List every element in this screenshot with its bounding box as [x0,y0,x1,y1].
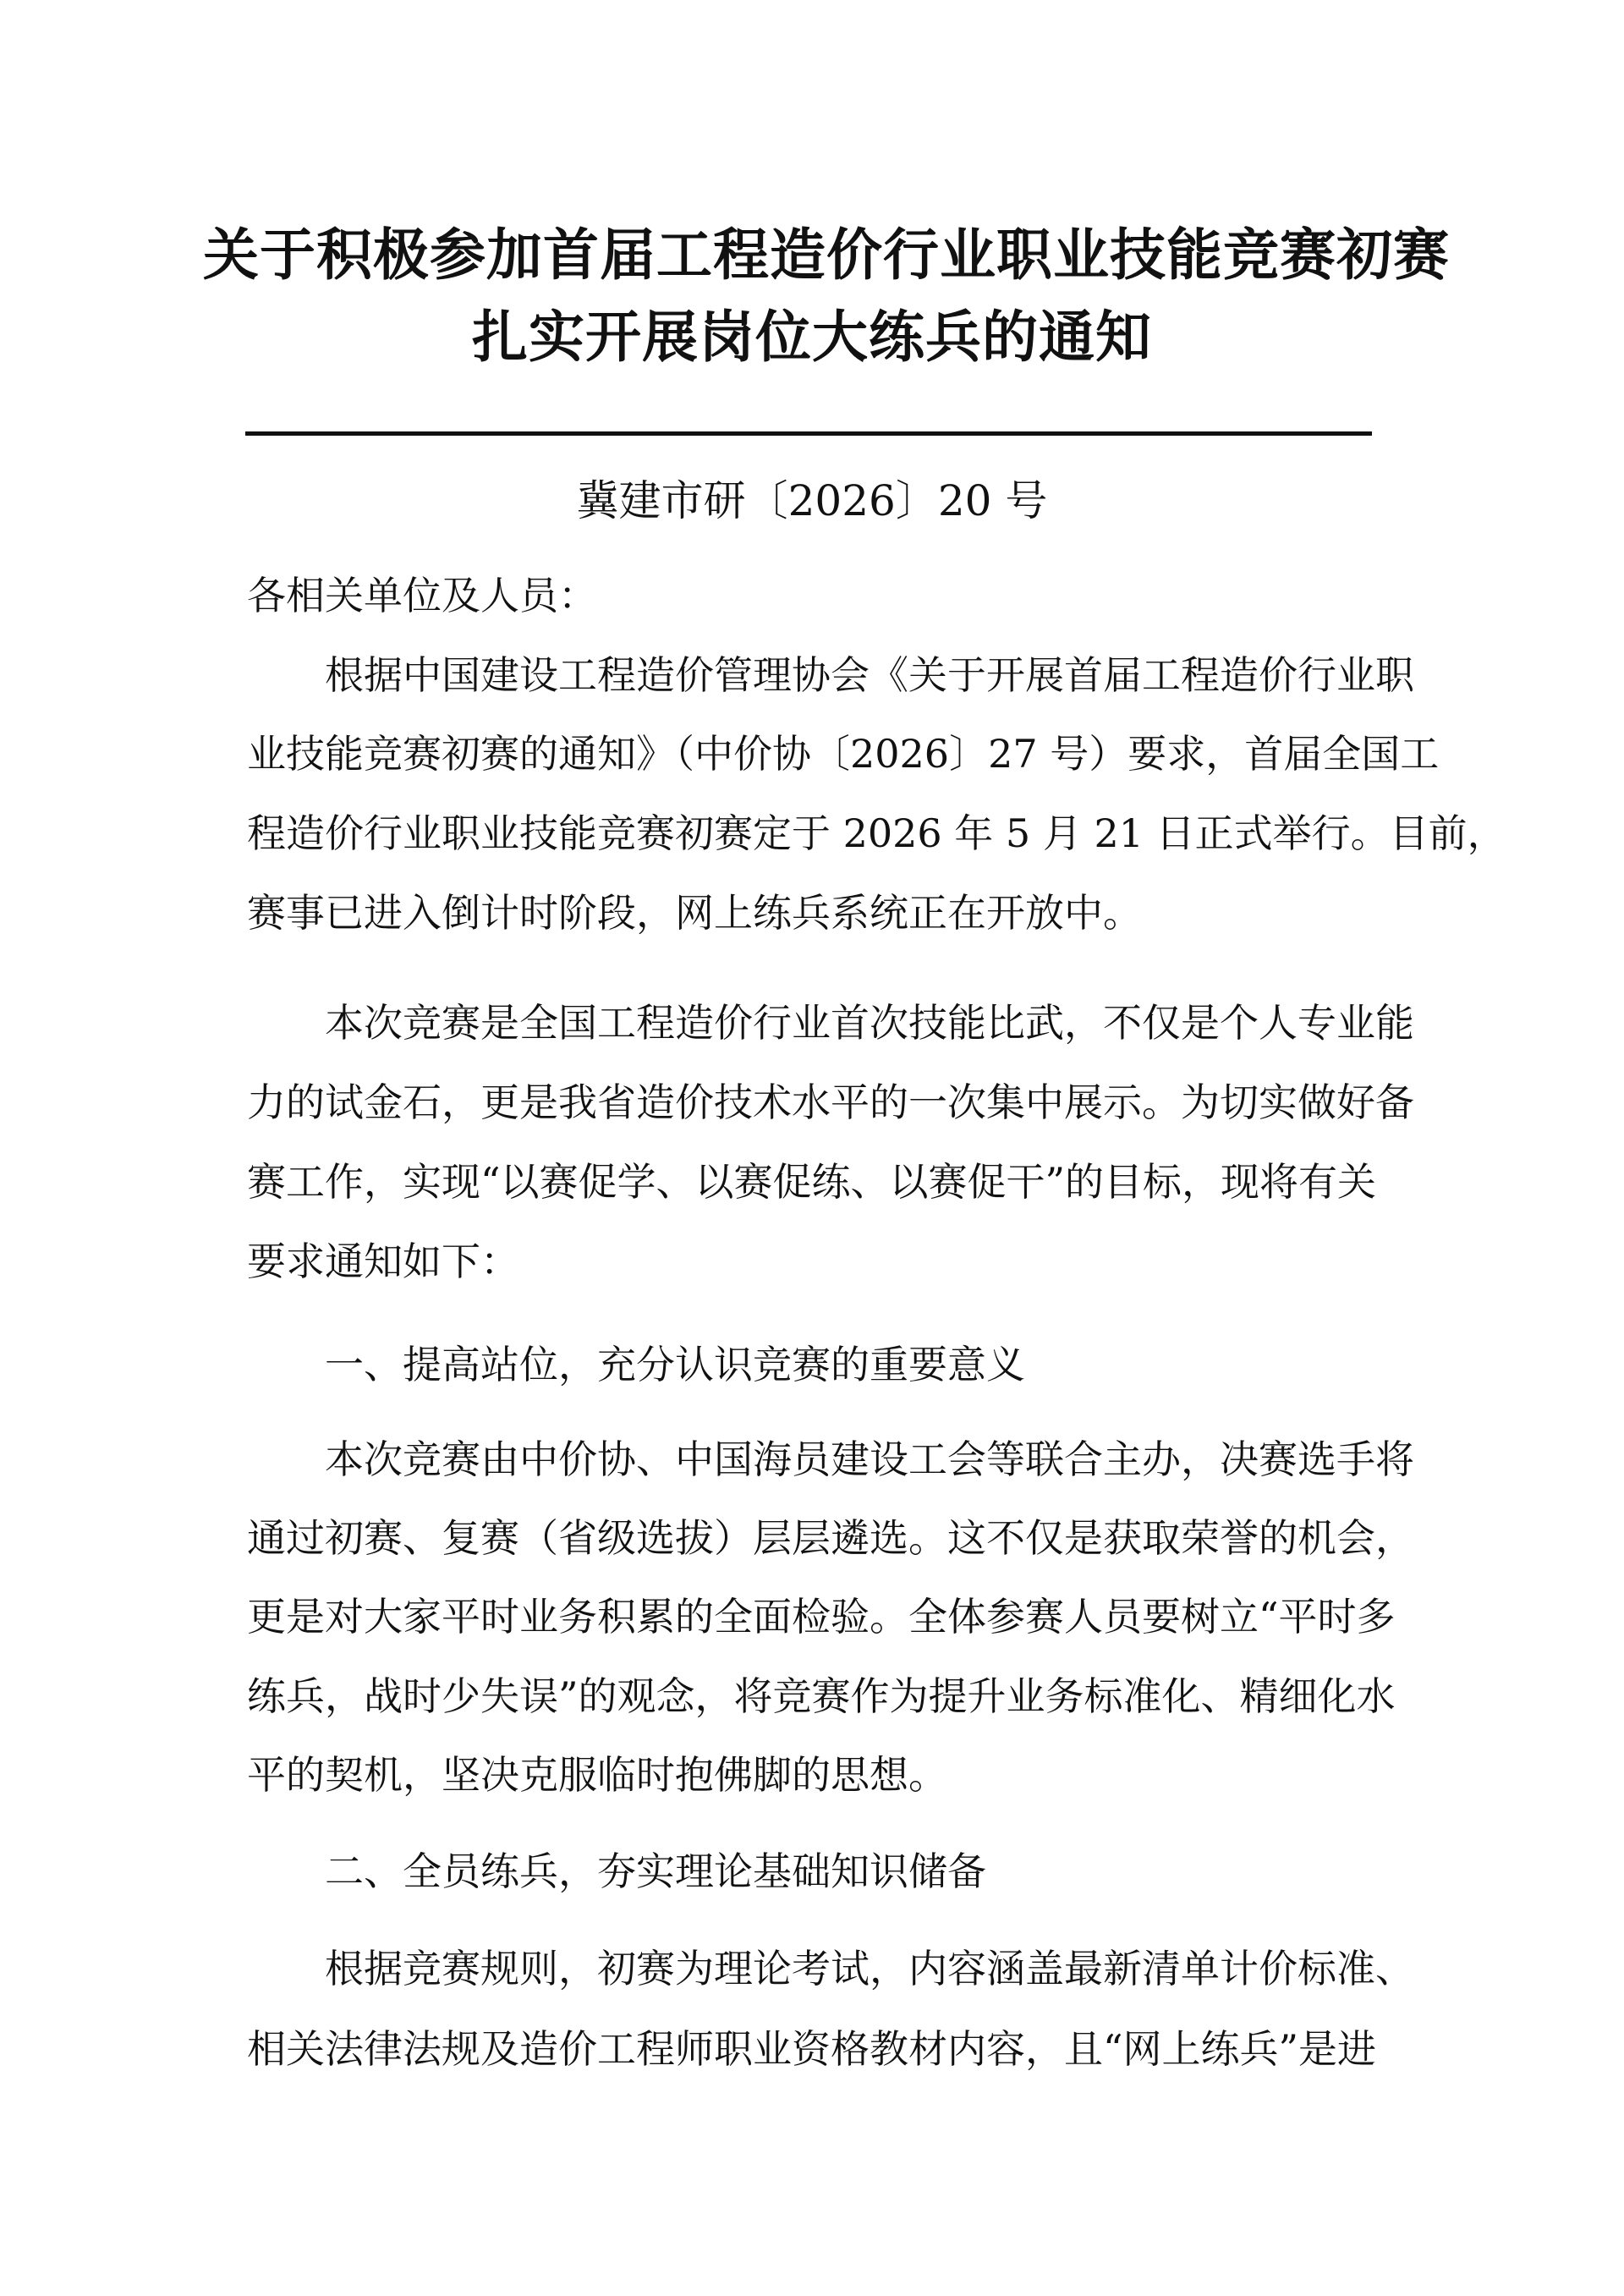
body-line: 通过初赛、复赛（省级选拔）层层遴选。这不仅是获取荣誉的机会， [247,1515,1414,1561]
body-line: 程造价行业职业技能竞赛初赛定于 2026 年 5 月 21 日正式举行。目前， [247,810,1506,856]
salutation: 各相关单位及人员： [247,573,597,618]
body-line: 本次竞赛由中价协、中国海员建设工会等联合主办，决赛选手将 [325,1436,1414,1482]
section-heading: 二、全员练兵，夯实理论基础知识储备 [325,1848,986,1894]
body-line: 力的试金石，更是我省造价技术水平的一次集中展示。为切实做好备 [247,1079,1414,1125]
document-title-line-2: 扎实开展岗位大练兵的通知 [472,305,1152,370]
body-line: 赛事已进入倒计时阶段，网上练兵系统正在开放中。 [247,890,1142,936]
body-line: 要求通知如下： [247,1239,519,1284]
document-number: 冀建市研〔2026〕20 号 [576,476,1048,525]
body-line: 相关法律法规及造价工程师职业资格教材内容，且“网上练兵”是进 [247,2026,1377,2072]
body-line: 本次竞赛是全国工程造价行业首次技能比武，不仅是个人专业能 [325,1000,1414,1046]
body-line: 根据竞赛规则，初赛为理论考试，内容涵盖最新清单计价标准、 [325,1946,1414,1991]
body-line: 赛工作，实现“以赛促学、以赛促练、以赛促干”的目标，现将有关 [247,1159,1377,1205]
document-title-line-1: 关于积极参加首届工程造价行业职业技能竞赛初赛 [203,222,1450,288]
body-line: 业技能竞赛初赛的通知》（中价协〔2026〕27 号）要求，首届全国工 [247,731,1440,777]
body-line: 练兵，战时少失误”的观念，将竞赛作为提升业务标准化、精细化水 [247,1673,1396,1719]
title-divider [245,431,1372,436]
body-line: 平的契机，坚决克服临时抱佛脚的思想。 [247,1752,947,1798]
body-line: 更是对大家平时业务积累的全面检验。全体参赛人员要树立“平时多 [247,1594,1396,1640]
body-line: 根据中国建设工程造价管理协会《关于开展首届工程造价行业职 [325,652,1414,698]
section-heading: 一、提高站位，充分认识竞赛的重要意义 [325,1342,1025,1387]
